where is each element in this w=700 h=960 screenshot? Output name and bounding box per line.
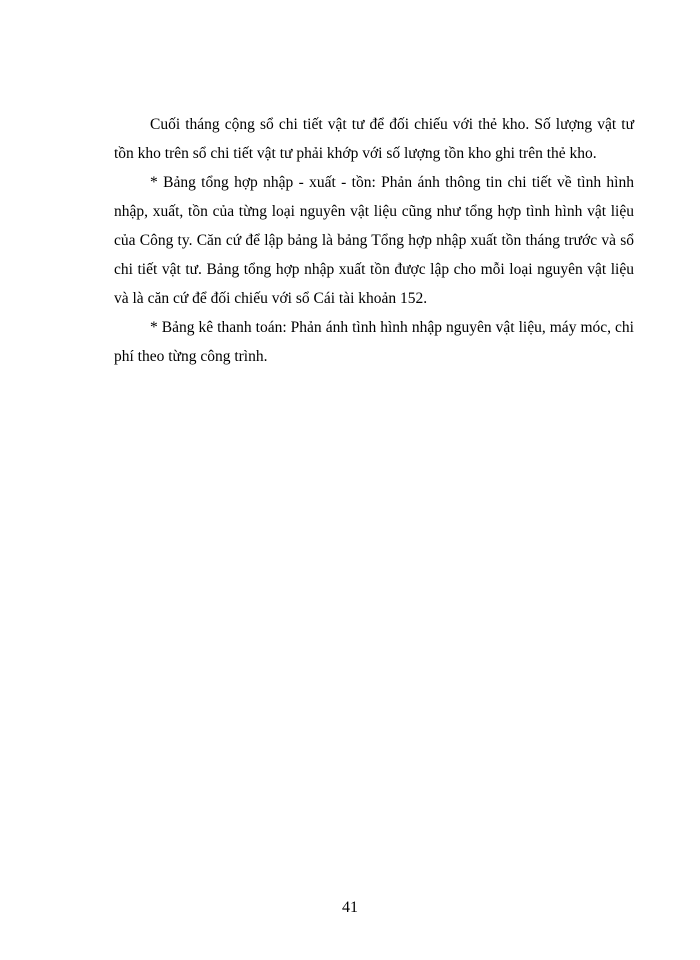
paragraph-payment-list: * Bảng kê thanh toán: Phản ánh tình hình nhập nguyên vật liệu, máy móc, chi phí theo từng công trình. — [114, 319, 634, 365]
body-text — [114, 110, 634, 371]
paragraph-summary-table: * Bảng tổng hợp nhập - xuất - tồn: Phản ánh thông tin chi tiết về tình hình nhập, xuất, tồn của từng loại nguyên vật liệu cũng như tổng hợp tình hình vật liệu của Công ty. Căn cứ để lập bảng là bảng Tổng hợp nhập xuất tồn tháng trước và sổ chi tiết vật tư. Bảng tổng hợp nhập xuất tồn được lập cho mỗi loại nguyên vật liệu và là căn cứ để đối chiếu với sổ Cái tài khoản 152. — [114, 174, 634, 307]
page-number: 41 — [342, 899, 358, 916]
paragraph-inventory-reconciliation: Cuối tháng cộng sổ chi tiết vật tư để đối chiếu với thẻ kho. Số lượng vật tư tồn kho trên sổ chi tiết vật tư phải khớp với số lượng tồn kho ghi trên thẻ kho. — [114, 116, 634, 162]
